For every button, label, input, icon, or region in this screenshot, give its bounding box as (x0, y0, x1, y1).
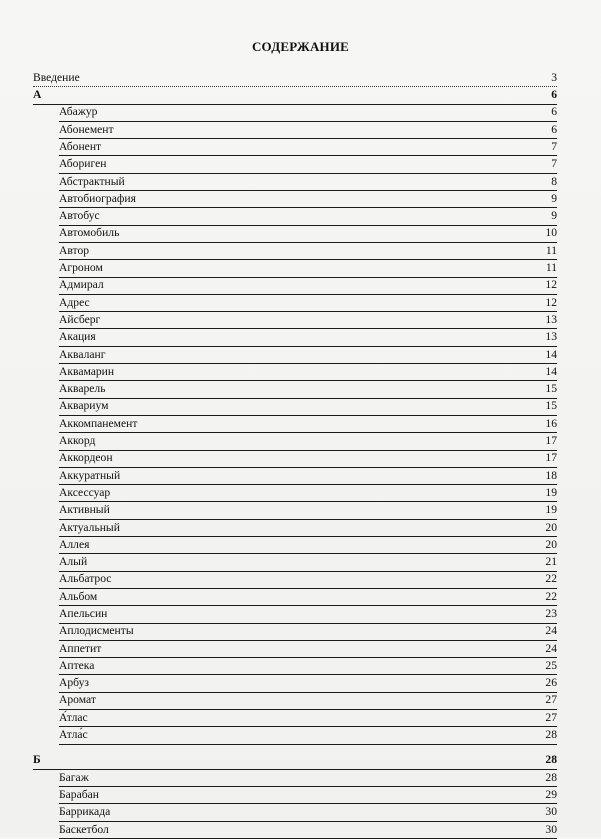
toc-entry-page: 9 (551, 191, 557, 205)
toc-entry-label: Автор (59, 243, 90, 257)
toc-entry[interactable] (59, 468, 557, 485)
toc-entry-page: 13 (545, 330, 557, 344)
toc-entry-page: 27 (545, 710, 557, 724)
toc-entry[interactable] (59, 554, 557, 571)
toc-entry[interactable] (59, 520, 557, 537)
toc-entry-intro[interactable] (33, 70, 557, 87)
toc-entry-label: Аллея (59, 537, 90, 551)
toc-entry-label: Багаж (59, 770, 89, 784)
toc-entry-page: 12 (545, 295, 557, 309)
toc-entry-label: Альбатрос (59, 572, 112, 586)
toc-entry-page: 25 (545, 658, 557, 672)
toc-entry-page: 27 (545, 693, 557, 707)
toc-entry-page: 22 (545, 589, 557, 603)
page-title: СОДЕРЖАНИЕ (251, 39, 350, 54)
toc-entry-label: Аккомпанемент (59, 416, 138, 430)
toc-entry-page: 17 (545, 434, 557, 448)
toc-entry[interactable] (59, 658, 557, 675)
toc-entry[interactable] (59, 675, 557, 692)
toc-entry-page: 7 (551, 157, 557, 171)
toc-entry-page: 9 (551, 209, 557, 223)
toc-entry[interactable] (59, 727, 557, 744)
toc-entry-label: Баскетбол (59, 822, 109, 836)
toc-entry[interactable] (59, 485, 557, 502)
toc-entry-page: 24 (545, 641, 557, 655)
toc-entry[interactable] (59, 208, 557, 225)
toc-entry-label: Актуальный (59, 520, 120, 534)
toc-entry-page: 29 (545, 787, 557, 801)
toc-entry-label: Абстрактный (59, 174, 125, 188)
toc-entry-page: 15 (545, 382, 557, 396)
toc-entry[interactable] (59, 399, 557, 416)
toc-entry-page: 3 (551, 70, 557, 84)
toc-entry[interactable] (59, 710, 557, 727)
toc-entry[interactable] (59, 243, 557, 260)
toc-entry[interactable] (59, 364, 557, 381)
toc-entry[interactable] (59, 770, 557, 787)
toc-entry[interactable] (59, 589, 557, 606)
toc-entry[interactable] (59, 260, 557, 277)
toc-entry-page: 19 (545, 485, 557, 499)
toc-entry[interactable] (59, 416, 557, 433)
toc-entry-page: 8 (551, 174, 557, 188)
toc-entry-page: 13 (545, 312, 557, 326)
toc-section-heading[interactable] (33, 753, 557, 770)
toc-entry-page: 14 (545, 364, 557, 378)
toc-section-letter: А (33, 88, 42, 102)
toc-entry[interactable] (59, 451, 557, 468)
toc-entry-label: Агроном (59, 261, 103, 275)
toc-entry[interactable] (59, 226, 557, 243)
toc-entry-label: Аксессуар (59, 485, 111, 499)
toc-section-heading[interactable] (33, 87, 557, 104)
toc-entry-label: Введение (33, 70, 80, 84)
toc-entry[interactable] (59, 122, 557, 139)
toc-entry[interactable] (59, 139, 557, 156)
toc-entry-label: Акваланг (59, 347, 106, 361)
toc-entry-label: Аплодисменты (59, 624, 134, 638)
toc-entry-label: Абориген (59, 157, 107, 171)
toc-entry-label: Абонемент (59, 122, 114, 136)
toc-entry-label: Аквамарин (59, 364, 115, 378)
toc-entry-label: Аккордеон (59, 451, 113, 465)
toc-entry[interactable] (59, 537, 557, 554)
toc-section-page: 28 (545, 753, 557, 767)
toc-entry-page: 16 (545, 416, 557, 430)
toc-entry[interactable] (59, 329, 557, 346)
toc-entry-label: Алый (59, 555, 88, 569)
toc-entry-page: 10 (545, 226, 557, 240)
toc-entry-page: 24 (545, 624, 557, 638)
toc-entry-label: Автобус (59, 209, 100, 223)
toc-entry[interactable] (59, 347, 557, 364)
toc-entry[interactable] (59, 822, 557, 839)
toc-entry-page: 30 (545, 805, 557, 819)
section-gap (33, 745, 557, 753)
toc-entry[interactable] (59, 278, 557, 295)
toc-entry-label: Автобиография (59, 191, 136, 205)
toc-entry-label: Аптека (59, 658, 95, 672)
toc-entry[interactable] (59, 624, 557, 641)
toc-entry[interactable] (59, 295, 557, 312)
toc-entry-page: 30 (545, 822, 557, 836)
toc-entry-page: 19 (545, 503, 557, 517)
toc-entry[interactable] (59, 641, 557, 658)
toc-entry-label: Аппетит (59, 641, 102, 655)
toc-entry-label: Адрес (59, 295, 90, 309)
toc-entry-page: 17 (545, 451, 557, 465)
toc-entry[interactable] (59, 787, 557, 804)
toc-entry[interactable] (59, 312, 557, 329)
toc-entry-label: Аккуратный (59, 468, 121, 482)
toc-entry-label: Автомобиль (59, 226, 120, 240)
toc-entry-label: Аромат (59, 693, 96, 707)
toc-entry-page: 6 (551, 105, 557, 119)
toc-entry-page: 12 (545, 278, 557, 292)
toc-entry-label: Аккорд (59, 434, 96, 448)
toc-entry[interactable] (59, 804, 557, 821)
toc-entry-label: Барабан (59, 787, 99, 801)
toc-entry-label: Апельсин (59, 607, 108, 620)
toc-entry-label: Акация (59, 330, 96, 344)
toc-entry-label: Баррикада (59, 805, 111, 819)
toc-section-letter: Б (33, 753, 41, 767)
toc-entry-page: 11 (545, 261, 557, 275)
table-of-contents (33, 70, 557, 839)
toc-entry[interactable] (59, 191, 557, 208)
toc-entry-page: 11 (545, 243, 557, 257)
toc-entry-label: Аквариум (59, 399, 109, 413)
toc-entry-page: 22 (545, 572, 557, 586)
toc-entry-label: А́тлас (59, 710, 88, 724)
toc-entry-page: 14 (545, 347, 557, 361)
toc-entry-label: Арбуз (59, 676, 90, 690)
toc-entry[interactable] (59, 105, 557, 122)
toc-entry-label: Акварель (59, 382, 106, 396)
toc-entry[interactable] (59, 572, 557, 589)
toc-entry-page: 21 (545, 555, 557, 569)
toc-entry-label: Альбом (59, 589, 98, 603)
toc-entry-page: 7 (551, 139, 557, 153)
toc-entry[interactable] (59, 502, 557, 519)
toc-entry-page: 23 (545, 607, 557, 620)
toc-entry-page: 28 (545, 770, 557, 784)
toc-entry-label: Активный (59, 503, 110, 517)
toc-entry-page: 18 (545, 468, 557, 482)
toc-entry-page: 28 (545, 728, 557, 742)
toc-entry-label: Адмирал (59, 278, 104, 292)
toc-entry-label: Абажур (59, 105, 98, 119)
toc-entry-page: 15 (545, 399, 557, 413)
toc-entry-page: 26 (545, 676, 557, 690)
toc-entry-page: 20 (545, 520, 557, 534)
toc-entry-page: 20 (545, 537, 557, 551)
toc-section-page: 6 (551, 88, 557, 102)
toc-entry-label: Атла́с (59, 728, 88, 742)
toc-entry[interactable] (59, 156, 557, 173)
toc-entry[interactable] (59, 693, 557, 710)
toc-entry[interactable] (59, 433, 557, 450)
toc-entry-label: Абонент (59, 139, 102, 153)
toc-entry[interactable] (59, 174, 557, 191)
toc-entry-label: Айсберг (59, 312, 101, 326)
toc-entry[interactable] (59, 606, 557, 623)
toc-entry[interactable] (59, 381, 557, 398)
toc-entry-page: 6 (551, 122, 557, 136)
